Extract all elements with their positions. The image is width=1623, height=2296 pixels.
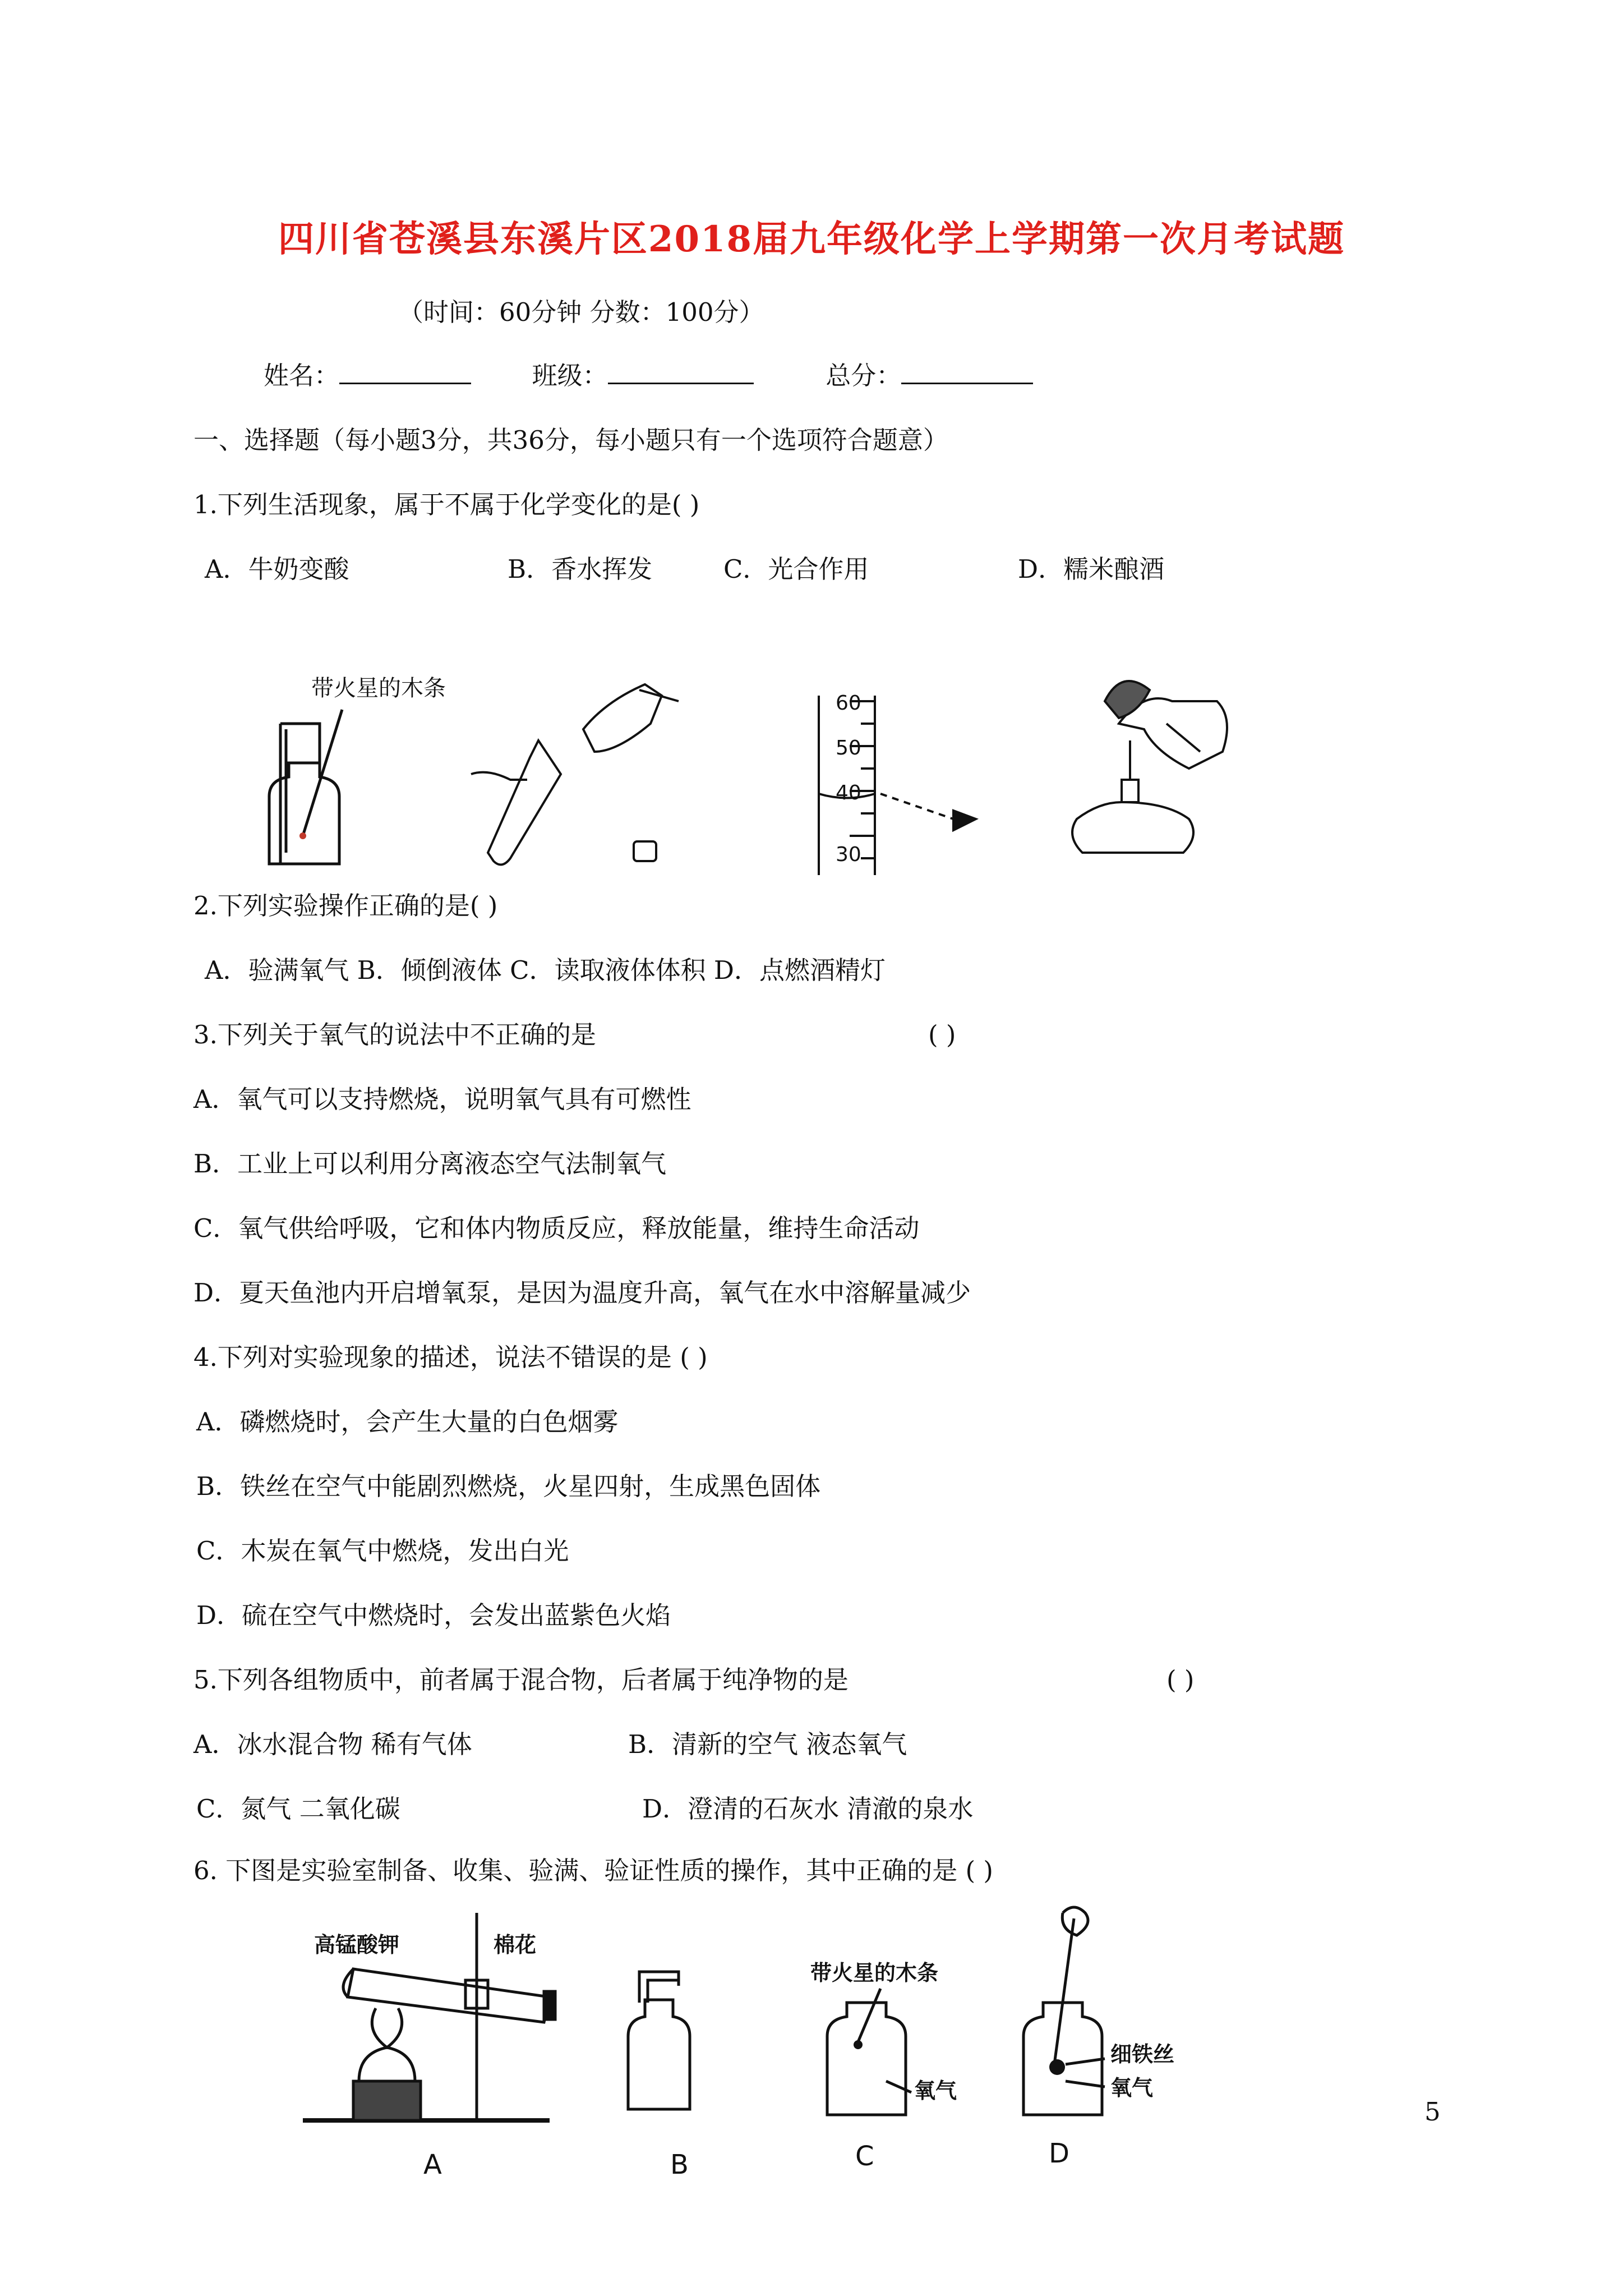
q2-splint-label: 带火星的木条	[311, 675, 446, 701]
q2-figure	[247, 668, 1251, 875]
q6-figure	[303, 1902, 1251, 2177]
iron-wire-bottle-illustration	[1023, 1907, 1174, 2169]
q5-option-b: B．清新的空气 液态氧气	[628, 1729, 907, 1759]
class-label: 班级：	[532, 361, 608, 390]
q5-answer-paren: ( )	[1166, 1665, 1195, 1695]
scale-40: 40	[836, 781, 861, 804]
page-number: 5	[1424, 2097, 1441, 2127]
q5-option-a: A．冰水混合物 稀有气体	[193, 1729, 472, 1759]
q3-option-a: A．氧气可以支持燃烧，说明氧气具有可燃性	[193, 1084, 691, 1114]
q3-stem: 3.下列关于氧气的说法中不正确的是	[193, 1020, 596, 1050]
scale-50: 50	[836, 737, 861, 760]
q4-stem: 4.下列对实验现象的描述，说法不错误的是 ( )	[193, 1342, 708, 1372]
info-line	[264, 359, 1033, 393]
oxygen-test-bottle-illustration	[810, 1961, 957, 2172]
q4-option-b: B．铁丝在空气中能剧烈燃烧，火星四射，生成黑色固体	[196, 1471, 821, 1501]
total-label: 总分：	[826, 361, 902, 390]
alcohol-lamp-illustration	[1072, 681, 1227, 853]
q1-option-d: D．糯米酿酒	[1018, 554, 1165, 584]
letter-c: C	[855, 2141, 874, 2172]
total-blank[interactable]	[901, 360, 1033, 384]
label-kmno4: 高锰酸钾	[314, 1932, 400, 1957]
q4-option-c: C．木炭在氧气中燃烧，发出白光	[196, 1536, 569, 1566]
scale-60: 60	[836, 692, 861, 715]
q4-option-a: A．磷燃烧时，会产生大量的白色烟雾	[196, 1407, 619, 1437]
letter-a: A	[423, 2149, 442, 2177]
q5-option-d: D．澄清的石灰水 清澈的泉水	[642, 1794, 974, 1824]
q1-option-c: C．光合作用	[723, 554, 869, 584]
exam-subtitle: （时间：60分钟 分数：100分）	[398, 297, 764, 327]
q2-stem: 2.下列实验操作正确的是( )	[193, 891, 498, 921]
q3-option-d: D．夏天鱼池内开启增氧泵，是因为温度升高，氧气在水中溶解量减少	[193, 1278, 971, 1308]
label-splint-c: 带火星的木条	[810, 1961, 939, 1985]
graduated-cylinder-illustration	[819, 692, 976, 875]
q3-option-c: C．氧气供给呼吸，它和体内物质反应，释放能量，维持生命活动	[193, 1213, 920, 1243]
label-wire: 细铁丝	[1110, 2042, 1175, 2067]
q5-stem: 5.下列各组物质中，前者属于混合物，后者属于纯净物的是	[193, 1665, 849, 1695]
q5-option-c: C．氮气 二氧化碳	[196, 1794, 400, 1824]
class-blank[interactable]	[608, 360, 754, 384]
q6-stem: 6. 下图是实验室制备、收集、验满、验证性质的操作，其中正确的是 ( )	[193, 1856, 993, 1885]
label-oxygen-d: 氧气	[1110, 2076, 1154, 2100]
pouring-liquid-illustration	[471, 684, 679, 864]
collection-bottle-illustration	[628, 1972, 690, 2177]
section-heading: 一、选择题（每小题3分，共36分，每小题只有一个选项符合题意）	[193, 425, 948, 455]
letter-d: D	[1049, 2138, 1069, 2169]
q1-option-b: B．香水挥发	[508, 554, 653, 584]
label-oxygen-c: 氧气	[914, 2078, 957, 2103]
q3-answer-paren: ( )	[928, 1020, 956, 1050]
q3-option-b: B．工业上可以利用分离液态空气法制氧气	[193, 1149, 667, 1179]
kmno4-heating-apparatus-illustration	[303, 1913, 555, 2120]
letter-b: B	[670, 2149, 689, 2177]
label-cotton: 棉花	[494, 1932, 537, 1957]
q4-option-d: D．硫在空气中燃烧时，会发出蓝紫色火焰	[196, 1600, 671, 1630]
name-label: 姓名：	[264, 361, 340, 390]
q1-stem: 1.下列生活现象，属于不属于化学变化的是( )	[193, 490, 700, 519]
scale-30: 30	[836, 843, 861, 866]
name-blank[interactable]	[339, 360, 471, 384]
q2-options: A．验满氧气 B．倾倒液体 C．读取液体体积 D．点燃酒精灯	[205, 955, 886, 985]
q1-option-a: A．牛奶变酸	[205, 554, 349, 584]
gas-bottle-splint-illustration	[269, 675, 446, 864]
page-title: 四川省苍溪县东溪片区2018届九年级化学上学期第一次月考试题	[278, 218, 1345, 260]
